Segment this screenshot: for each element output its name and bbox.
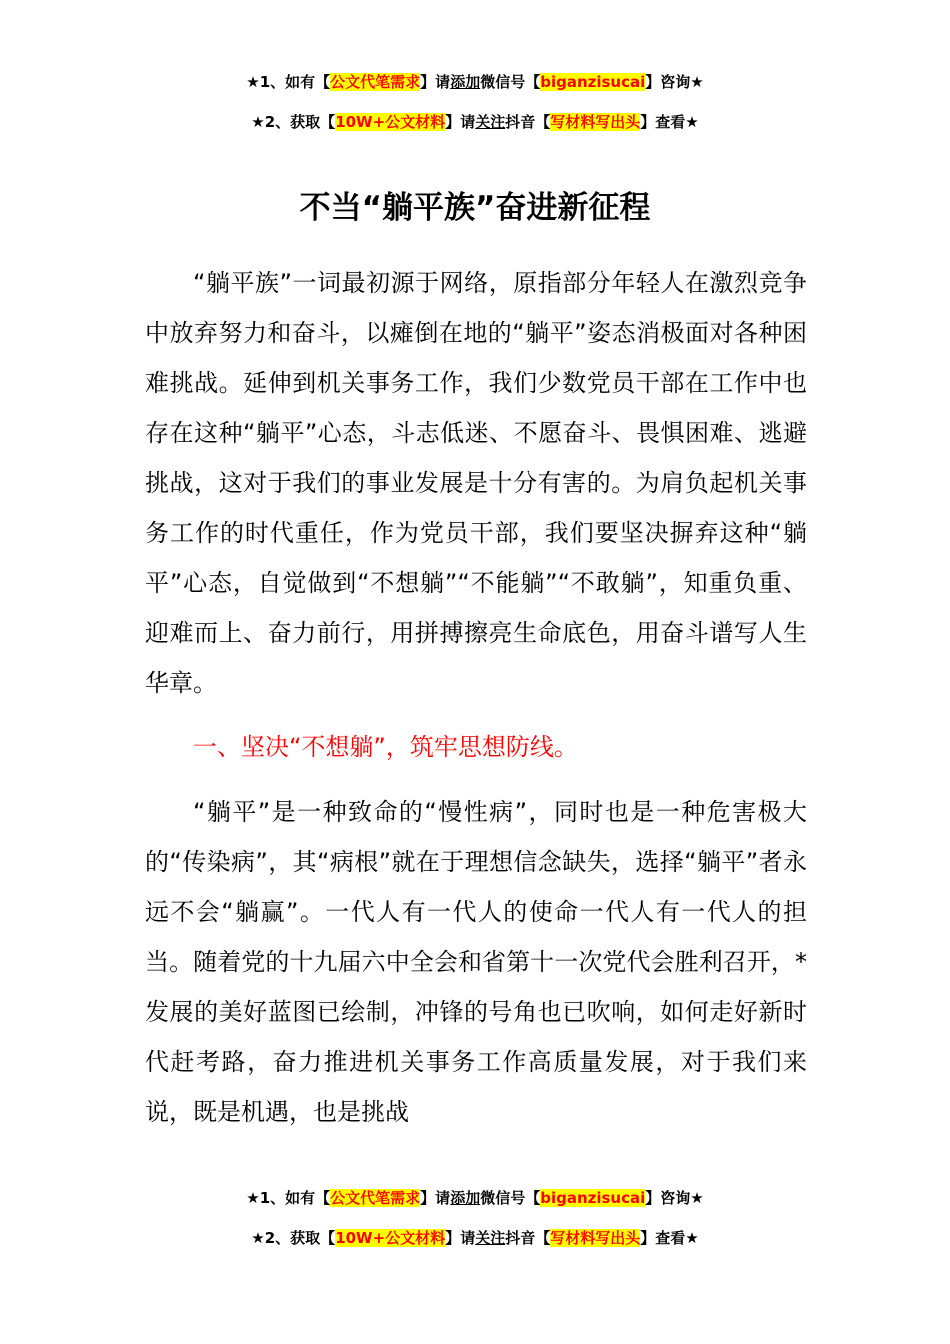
promo-text: 】咨询★ [645,1189,704,1207]
highlight-douyin-account: 写材料写出头 [550,113,641,131]
promo-text: ★2、获取【 [251,113,336,131]
promo-text: 】请 [420,1189,451,1207]
promo-text: 抖音【 [505,1229,551,1247]
promo-text: 】请 [420,73,451,91]
highlight-service: 公文代笔需求 [330,73,421,91]
promo-text: 】请 [445,1229,476,1247]
promo-text: ★1、如有【 [246,1189,331,1207]
header-promo-line-1 [0,72,950,92]
highlight-wechat-id: biganzisucai [540,73,646,91]
highlight-materials: 10W+公文材料 [335,113,446,131]
footer-promo-line-1 [0,1188,950,1208]
underline-add: 添加 [450,73,481,91]
header-promo-line-2 [0,112,950,132]
highlight-douyin-account: 写材料写出头 [550,1229,641,1247]
section-1-paragraph: “躺平”是一种致命的“慢性病”，同时也是一种危害极大的“传染病”，其“病根”就在于理想信念缺失，选择“躺平”者永远不会“躺赢”。一代人有一代人的使命一代人有一代人的担当。随着党的十九届六中全会和省第十一次党代会胜利召开，*发展的美好蓝图已绘制，冲锋的号角也已吹响，如何走好新时代赶考路，奋力推进机关事务工作高质量发展，对于我们来说，既是机遇，也是挑战 [145,798,807,1126]
promo-text: ★1、如有【 [246,73,331,91]
highlight-wechat-id: biganzisucai [540,1189,646,1207]
promo-text: 】请 [445,113,476,131]
promo-text: ★2、获取【 [251,1229,336,1247]
promo-text: 抖音【 [505,113,551,131]
promo-text: 微信号【 [480,1189,541,1207]
underline-add: 添加 [450,1189,481,1207]
underline-follow: 关注 [475,113,506,131]
highlight-materials: 10W+公文材料 [335,1229,446,1247]
highlight-service: 公文代笔需求 [330,1189,421,1207]
footer-promo-line-2 [0,1228,950,1248]
underline-follow: 关注 [475,1229,506,1247]
promo-text: 】查看★ [640,113,699,131]
promo-text: 】咨询★ [645,73,704,91]
page-title: 不当“躺平族”奋进新征程 [299,190,651,226]
promo-text: 】查看★ [640,1229,699,1247]
promo-text: 微信号【 [480,73,541,91]
section-1-heading: 一、坚决“不想躺”，筑牢思想防线。 [193,733,578,761]
intro-paragraph: “躺平族”一词最初源于网络，原指部分年轻人在激烈竞争中放弃努力和奋斗，以瘫倒在地的“躺平”姿态消极面对各种困难挑战。延伸到机关事务工作，我们少数党员干部在工作中也存在这种“躺平”心态，斗志低迷、不愿奋斗、畏惧困难、逃避挑战，这对于我们的事业发展是十分有害的。为肩负起机关事务工作的时代重任，作为党员干部，我们要坚决摒弃这种“躺平”心态，自觉做到“不想躺”“不能躺”“不敢躺”，知重负重、迎难而上、奋力前行，用拼搏擦亮生命底色，用奋斗谱写人生华章。 [145,269,807,697]
